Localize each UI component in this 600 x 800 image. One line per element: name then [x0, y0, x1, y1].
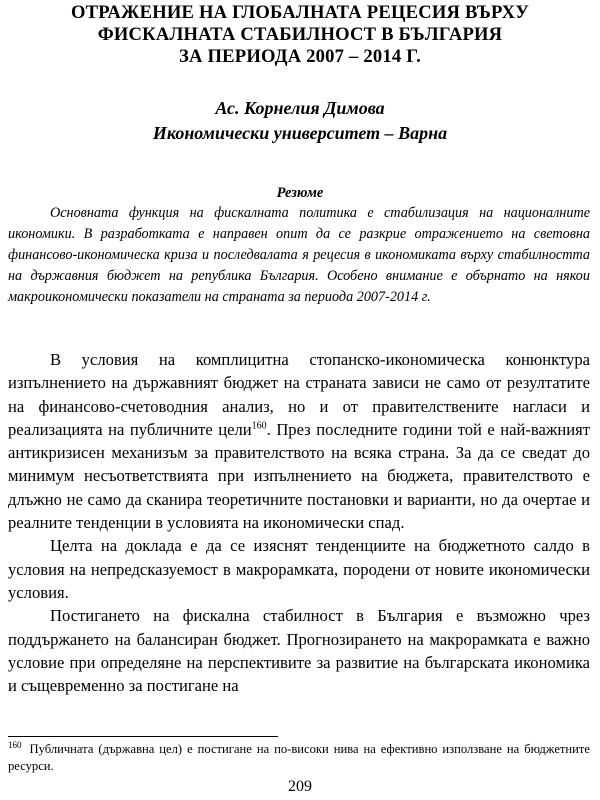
title-line-3: ЗА ПЕРИОДА 2007 – 2014 Г. — [179, 46, 421, 67]
footnote-reference: 160 — [251, 420, 267, 432]
paper-title — [8, 2, 592, 68]
title-line-1: ОТРАЖЕНИЕ НА ГЛОБАЛНАТА РЕЦЕСИЯ ВЪРХУ — [70, 2, 530, 23]
paragraph-3: Постигането на фискална стабилност в България е възможно чрез поддържането на балансиран бюджет. Прогнозирането на макрорамката е важно условие при определяне на перспективите за развитие на българската икономика и същевременно за постигане на — [8, 606, 590, 696]
paragraph-1-text: В условия на комплицитна стопанско-икономическа конюнктура изпълнението на държавният бюджет на страната зависи не само от резултатите на финансово-счетоводния анализ, но и от правителствените нагласи и реализацията на публичните цели — [8, 350, 590, 439]
abstract-text: Основната функция на фискалната политика е стабилизация на националните икономики. В разработката е направен опит да се разкрие отражението на световна финансово-икономическа криза и последвалата я рецесия в икономиката върху стабилността на държавния бюджет на република България. Особено внимание е обърнато на някои макроикономически показатели на страната за периода 2007-2014 г. — [8, 205, 590, 305]
body-text — [8, 348, 590, 697]
footnote — [8, 741, 590, 775]
author-name: Ас. Корнелия Димова — [215, 98, 385, 118]
footnote-text: Публичната (държавна цел) е постигане на по-високи нива на ефективно използване на бюджетните ресурси. — [8, 742, 590, 773]
author-block — [8, 96, 592, 146]
paragraph-2: Целта на доклада е да се изяснят тенденциите на бюджетното салдо в условия на непредсказуемост в макрорамката, породени от новите икономически условия. — [8, 536, 590, 602]
page-number: 209 — [288, 778, 312, 795]
abstract-heading: Резюме — [276, 185, 324, 201]
paragraph-1 — [8, 348, 590, 534]
author-affiliation: Икономически университет – Варна — [152, 123, 448, 143]
footnote-number: 160 — [8, 739, 22, 750]
title-line-2: ФИСКАЛНАТА СТАБИЛНОСТ В БЪЛГАРИЯ — [97, 24, 503, 45]
footnote-divider — [8, 736, 278, 737]
paragraph-1-continuation: . През последните години той е най-важният антикризисен механизъм за правителството на всяка страна. За да се сведат до минимум несъответствията при изпълнението на бюджета, правителството е длъжно не само да сканира теоретичните постановки и варианти, но да очертае и реалните тенденции в условията на икономически спад. — [8, 419, 590, 533]
